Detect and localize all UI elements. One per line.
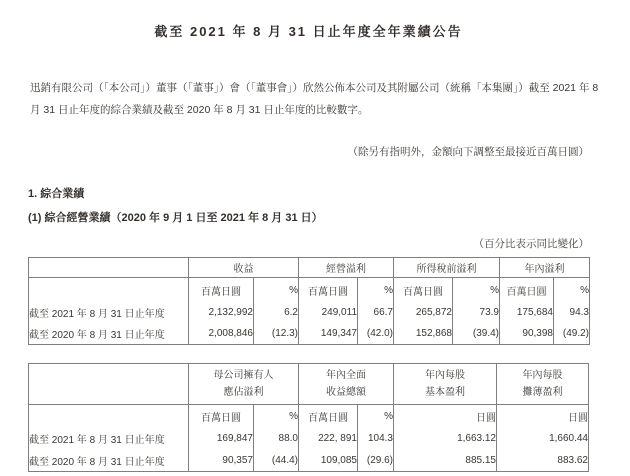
value-cell: 94.3 — [554, 302, 590, 323]
unit-header-yen: 日圓 — [497, 405, 589, 428]
row-label: 截至 2020 年 8 月 31 日止年度 — [29, 330, 165, 341]
percentage-note: （百分比表示同比變化） — [473, 238, 589, 250]
intro-paragraph — [30, 77, 599, 121]
intro-line-1: 迅銷有限公司（「本公司」）董事（「董事」）會（「董事會」）欣然公佈本公司及其附屬公司（統稱「本集團」）截至 2021 年 8 — [30, 82, 599, 94]
group-header-comprehensive-income — [299, 364, 394, 405]
value-cell: (44.4) — [254, 449, 299, 472]
table-row-fy2021 — [29, 427, 589, 449]
value-cell: 222, 891 — [299, 427, 358, 449]
row-label: 截至 2021 年 8 月 31 日止年度 — [29, 434, 165, 446]
section-heading: 1. 綜合業績 — [28, 188, 85, 200]
value-cell: 249,011 — [299, 302, 358, 323]
subsection-heading: (1) 綜合經營業績（2020 年 9 月 1 日至 2021 年 8 月 31 日） — [28, 212, 323, 224]
empty-corner-cell — [29, 258, 189, 278]
value-cell: 175,684 — [500, 302, 554, 323]
value-cell: 109,085 — [299, 449, 358, 472]
value-cell: 169,847 — [189, 427, 254, 449]
pct-header: % — [254, 405, 299, 428]
group-header-profit-for-year: 年內溢利 — [500, 258, 590, 278]
row-label: 截至 2020 年 8 月 31 日止年度 — [29, 456, 165, 468]
value-cell: 88.0 — [254, 427, 299, 449]
value-cell: 1,660.44 — [497, 427, 589, 449]
value-cell: 104.3 — [358, 427, 394, 449]
per-share-results-table — [28, 363, 589, 472]
empty-corner-cell — [29, 278, 189, 303]
value-cell: (39.4) — [453, 323, 500, 345]
pct-header: % — [554, 278, 590, 303]
group-header-line: 應佔溢利 — [223, 387, 264, 398]
group-header-line: 收益總額 — [326, 387, 366, 398]
unit-header-row — [29, 405, 589, 428]
unit-header: 百萬日圓 — [500, 278, 554, 303]
unit-header: 百萬日圓 — [299, 405, 358, 428]
value-cell: 883.62 — [497, 449, 589, 472]
group-header-line: 基本盈利 — [425, 387, 465, 398]
value-cell: 2,008,846 — [189, 323, 254, 345]
group-header-basic-eps — [394, 364, 497, 405]
value-cell: (49.2) — [554, 323, 590, 345]
group-header-row — [29, 258, 590, 278]
unit-header: 百萬日圓 — [299, 278, 358, 303]
unit-header: 百萬日圓 — [394, 278, 453, 303]
value-cell: (12.3) — [254, 323, 299, 345]
intro-line-2: 月 31 日止年度的綜合業績及截至 2020 年 8 月 31 日止年度的比較數字。 — [30, 104, 369, 116]
empty-corner-cell — [29, 405, 189, 428]
pct-header: % — [254, 278, 299, 303]
group-header-operating-profit: 經營溢利 — [299, 258, 394, 278]
value-cell: (42.0) — [358, 323, 394, 345]
value-cell: 2,132,992 — [189, 302, 254, 323]
value-cell: 90,357 — [189, 449, 254, 472]
pct-header: % — [358, 405, 394, 428]
rounding-note: （除另有指明外，金額向下調整至最接近百萬日圓） — [347, 146, 589, 158]
value-cell: 265,872 — [394, 302, 453, 323]
row-label: 截至 2021 年 8 月 31 日止年度 — [29, 309, 165, 320]
group-header-line: 年內每股 — [425, 370, 465, 381]
unit-header-yen: 日圓 — [394, 405, 497, 428]
value-cell: 73.9 — [453, 302, 500, 323]
group-header-line: 年內每股 — [522, 370, 563, 381]
pct-header: % — [358, 278, 394, 303]
unit-header: 百萬日圓 — [189, 405, 254, 428]
empty-corner-cell — [29, 364, 189, 405]
group-header-line: 攤薄盈利 — [522, 387, 563, 398]
value-cell: 90,398 — [500, 323, 554, 345]
value-cell: (29.6) — [358, 449, 394, 472]
value-cell: 149,347 — [299, 323, 358, 345]
page-title: 截至 2021 年 8 月 31 日止年度全年業績公告 — [154, 24, 463, 39]
group-header-diluted-eps — [497, 364, 589, 405]
consolidated-results-table — [28, 257, 590, 345]
table-row-fy2020 — [29, 449, 589, 472]
group-header-revenue: 收益 — [189, 258, 299, 278]
group-header-pretax-profit: 所得稅前溢利 — [394, 258, 500, 278]
value-cell: 152,868 — [394, 323, 453, 345]
group-header-row — [29, 364, 589, 405]
group-header-line: 年內全面 — [326, 370, 366, 381]
pct-header: % — [453, 278, 500, 303]
unit-header-row — [29, 278, 590, 303]
value-cell: 6.2 — [254, 302, 299, 323]
value-cell: 1,663.12 — [394, 427, 497, 449]
value-cell: 66.7 — [358, 302, 394, 323]
group-header-line: 母公司擁有人 — [213, 370, 274, 381]
table-row-fy2021 — [29, 302, 590, 323]
group-header-owners-profit — [189, 364, 299, 405]
unit-header: 百萬日圓 — [189, 278, 254, 303]
value-cell: 885.15 — [394, 449, 497, 472]
table-row-fy2020 — [29, 323, 590, 345]
